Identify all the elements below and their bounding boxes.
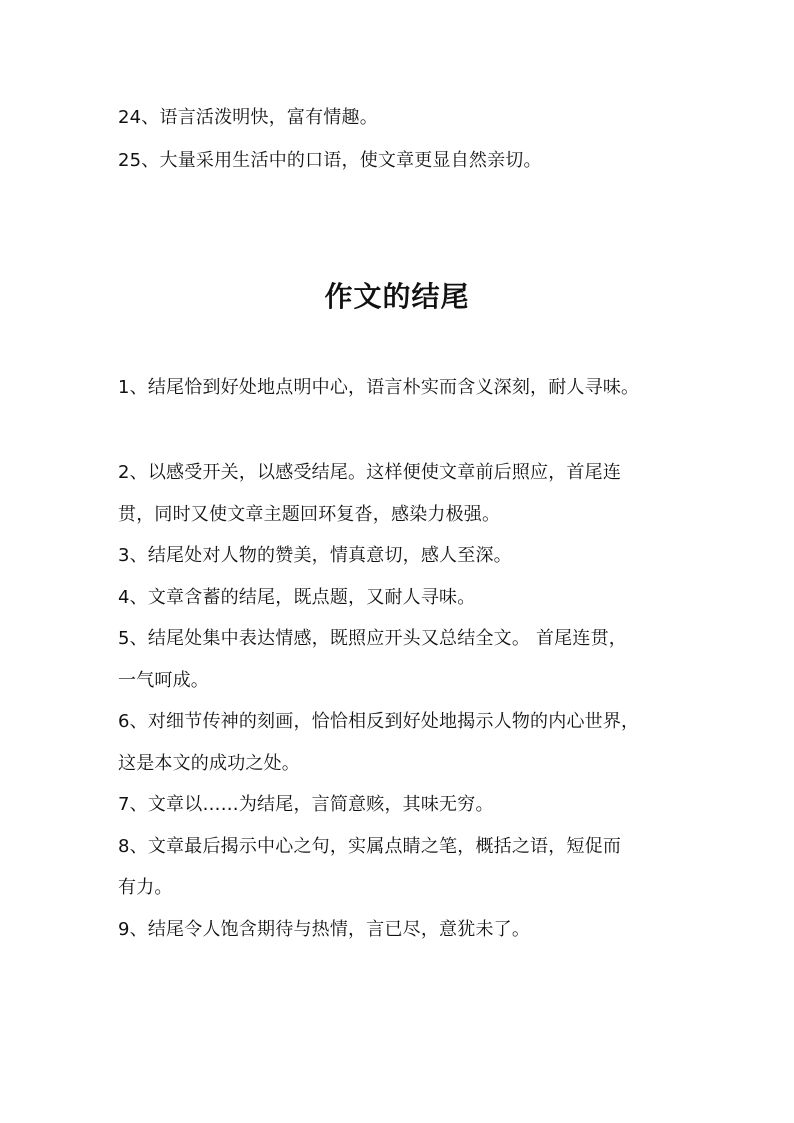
ending-item-8-line-2: 有力。	[118, 877, 173, 898]
ending-item-7: 7、文章以……为结尾，言简意赅，其味无穷。	[118, 794, 494, 815]
ending-item-5-line-1: 5、结尾处集中表达情感，既照应开头又总结全文。 首尾连贯，	[118, 628, 627, 649]
ending-item-9: 9、结尾令人饱含期待与热情，言已尽，意犹未了。	[118, 919, 531, 940]
section-title: 作文的结尾	[324, 280, 470, 313]
ending-item-3: 3、结尾处对人物的赞美，情真意切，感人至深。	[118, 545, 512, 566]
ending-item-1: 1、结尾恰到好处地点明中心，语言朴实而含义深刻，耐人寻味。	[118, 377, 640, 398]
ending-item-2-line-2: 贯，同时又使文章主题回环复沓，感染力极强。	[118, 504, 501, 525]
ending-item-8-line-1: 8、文章最后揭示中心之句，实属点睛之笔，概括之语，短促而	[118, 836, 622, 857]
ending-item-5-line-2: 一气呵成。	[118, 670, 209, 691]
list-item-25: 25、大量采用生活中的口语，使文章更显自然亲切。	[118, 150, 542, 171]
ending-item-2-line-1: 2、以感受开关，以感受结尾。这样便使文章前后照应，首尾连	[118, 462, 622, 483]
list-item-24: 24、语言活泼明快，富有情趣。	[118, 107, 378, 128]
ending-item-6-line-2: 这是本文的成功之处。	[118, 753, 300, 774]
ending-item-4: 4、文章含蓄的结尾，既点题，又耐人寻味。	[118, 587, 476, 608]
ending-item-6-line-1: 6、对细节传神的刻画，恰恰相反到好处地揭示人物的内心世界，	[118, 711, 640, 732]
